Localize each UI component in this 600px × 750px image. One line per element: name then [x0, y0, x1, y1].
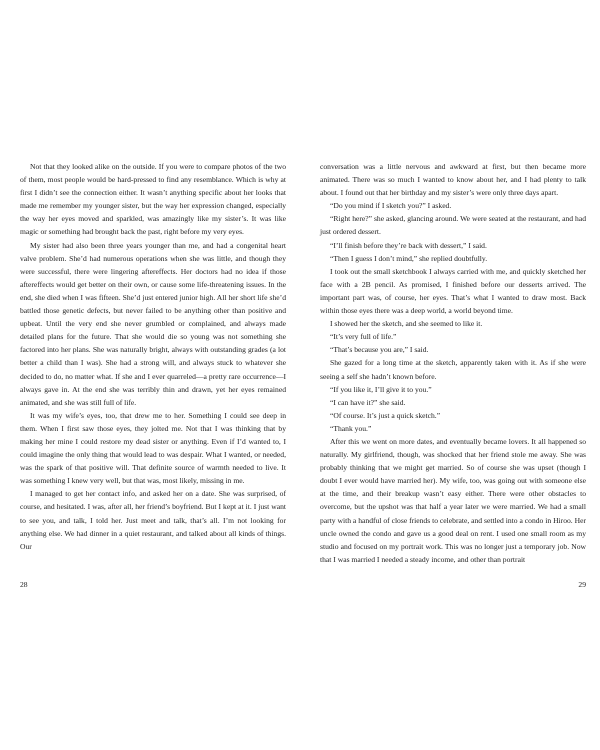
- left-paragraph-2: My sister had also been three years younger than me, and had a congenital heart valve problem. She’d had numerous operations when she was little, and though they were successful, there were lingering aftereffects. Her doctors had no idea if those aftereffects would get better on their own, or cause some life-threatening issues. In the end, she died when I was fifteen. She’d just entered junior high. All her short life she’d battled those genetic defects, but never failed to be anything other than positive and upbeat. Until the very end she never grumbled or complained, and always made detailed plans for the future. That she would die so young was not something she factored into her plans. She was naturally bright, always with outstanding grades (a lot better a child than I was). She had a strong will, and always stuck to whatever she decided to do, no matter what. If she and I ever quarreled—a pretty rare occurrence—I always gave in. At the end she was terribly thin and drawn, yet her eyes remained animated, and she was still full of life.: [20, 240, 286, 407]
- left-paragraph-3: It was my wife’s eyes, too, that drew me to her. Something I could see deep in them. When I first saw those eyes, they jolted me. Not that I was thinking that by making her mine I could restore my dead sister or anything. Even if I’d wanted to, I could imagine the only thing that would lead to was despair. What I wanted, or needed, was the spark of that positive will. That definite source of warmth needed to live. It was something I knew very well, but that was, most likely, missing in me.: [20, 410, 286, 486]
- left-page: [20, 160, 286, 553]
- right-continuation-paragraph: conversation was a little nervous and awkward at first, but then became more animated. There was so much I wanted to know about her, and I had plenty to talk about. I found out that her birthday and my sister’s were only three days apart.: [320, 162, 586, 198]
- right-paragraph-1: “Do you mind if I sketch you?” I asked.: [330, 201, 452, 211]
- right-paragraph-7: “It’s very full of life.”: [330, 332, 397, 342]
- right-paragraph-8: “That’s because you are,” I said.: [330, 345, 429, 355]
- page-number-right: 29: [578, 580, 586, 589]
- page-number-left: 28: [20, 580, 28, 589]
- right-paragraph-5: I took out the small sketchbook I always carried with me, and quickly sketched her face with a 2B pencil. As promised, I finished before our desserts arrived. The important part was, of course, her eyes. That’s what I wanted to draw most. Back within those eyes there was a deep world, a world beyond time.: [320, 266, 586, 316]
- right-paragraph-13: “Thank you.”: [330, 423, 372, 433]
- right-paragraph-3: “I’ll finish before they’re back with dessert,” I said.: [330, 240, 487, 250]
- right-paragraph-6: I showed her the sketch, and she seemed to like it.: [330, 319, 483, 329]
- right-paragraph-4: “Then I guess I don’t mind,” she replied doubtfully.: [330, 253, 488, 263]
- left-paragraph-1: Not that they looked alike on the outside. If you were to compare photos of the two of them, most people would be hard-pressed to find any resemblance. Which is why at first I didn’t see the connection either. It wasn’t anything specific about her looks that made me remember my younger sister, but the way her expression changed, especially the way her eyes moved and sparkled, was amazingly like my sister’s. It was like magic or something had brought back the past, right before my very eyes.: [20, 162, 286, 237]
- right-paragraph-9: She gazed for a long time at the sketch, apparently taken with it. As if she were seeing a self she hadn’t known before.: [320, 358, 586, 381]
- right-page: [320, 160, 586, 566]
- right-paragraph-11: “I can have it?” she said.: [330, 397, 406, 407]
- left-paragraph-4: I managed to get her contact info, and asked her on a date. She was surprised, of course, and hesitated. I was, after all, her friend’s boyfriend. But I kept at it. I just want to see you, and talk, I told her. Just meet and talk, that’s all. I’m not looking for anything else. We had dinner in a quiet restaurant, and talked about all kinds of things. Our: [20, 489, 286, 551]
- right-paragraph-14: After this we went on more dates, and eventually became lovers. It all happened so naturally. My girlfriend, though, was shocked that her friend stole me away. She was probably thinking that we might get married. So of course she was upset (though I doubt I ever would have married her). My wife, too, was going out with someone else at the time, and their breakup wasn’t easy either. There were other obstacles to overcome, but the upshot was that half a year later we were married. We had a small party with a handful of close friends to celebrate, and settled into a condo in Hiroo. Her uncle owned the condo and gave us a good deal on rent. I used one small room as my studio and focused on my portrait work. This was no longer just a temporary job. Now that I was married I needed a steady income, and other than portrait: [320, 436, 586, 564]
- right-paragraph-12: “Of course. It’s just a quick sketch.”: [330, 410, 441, 420]
- right-paragraph-2: “Right here?” she asked, glancing around. We were seated at the restaurant, and had just ordered dessert.: [320, 214, 586, 237]
- right-paragraph-10: “If you like it, I’ll give it to you.”: [330, 384, 432, 394]
